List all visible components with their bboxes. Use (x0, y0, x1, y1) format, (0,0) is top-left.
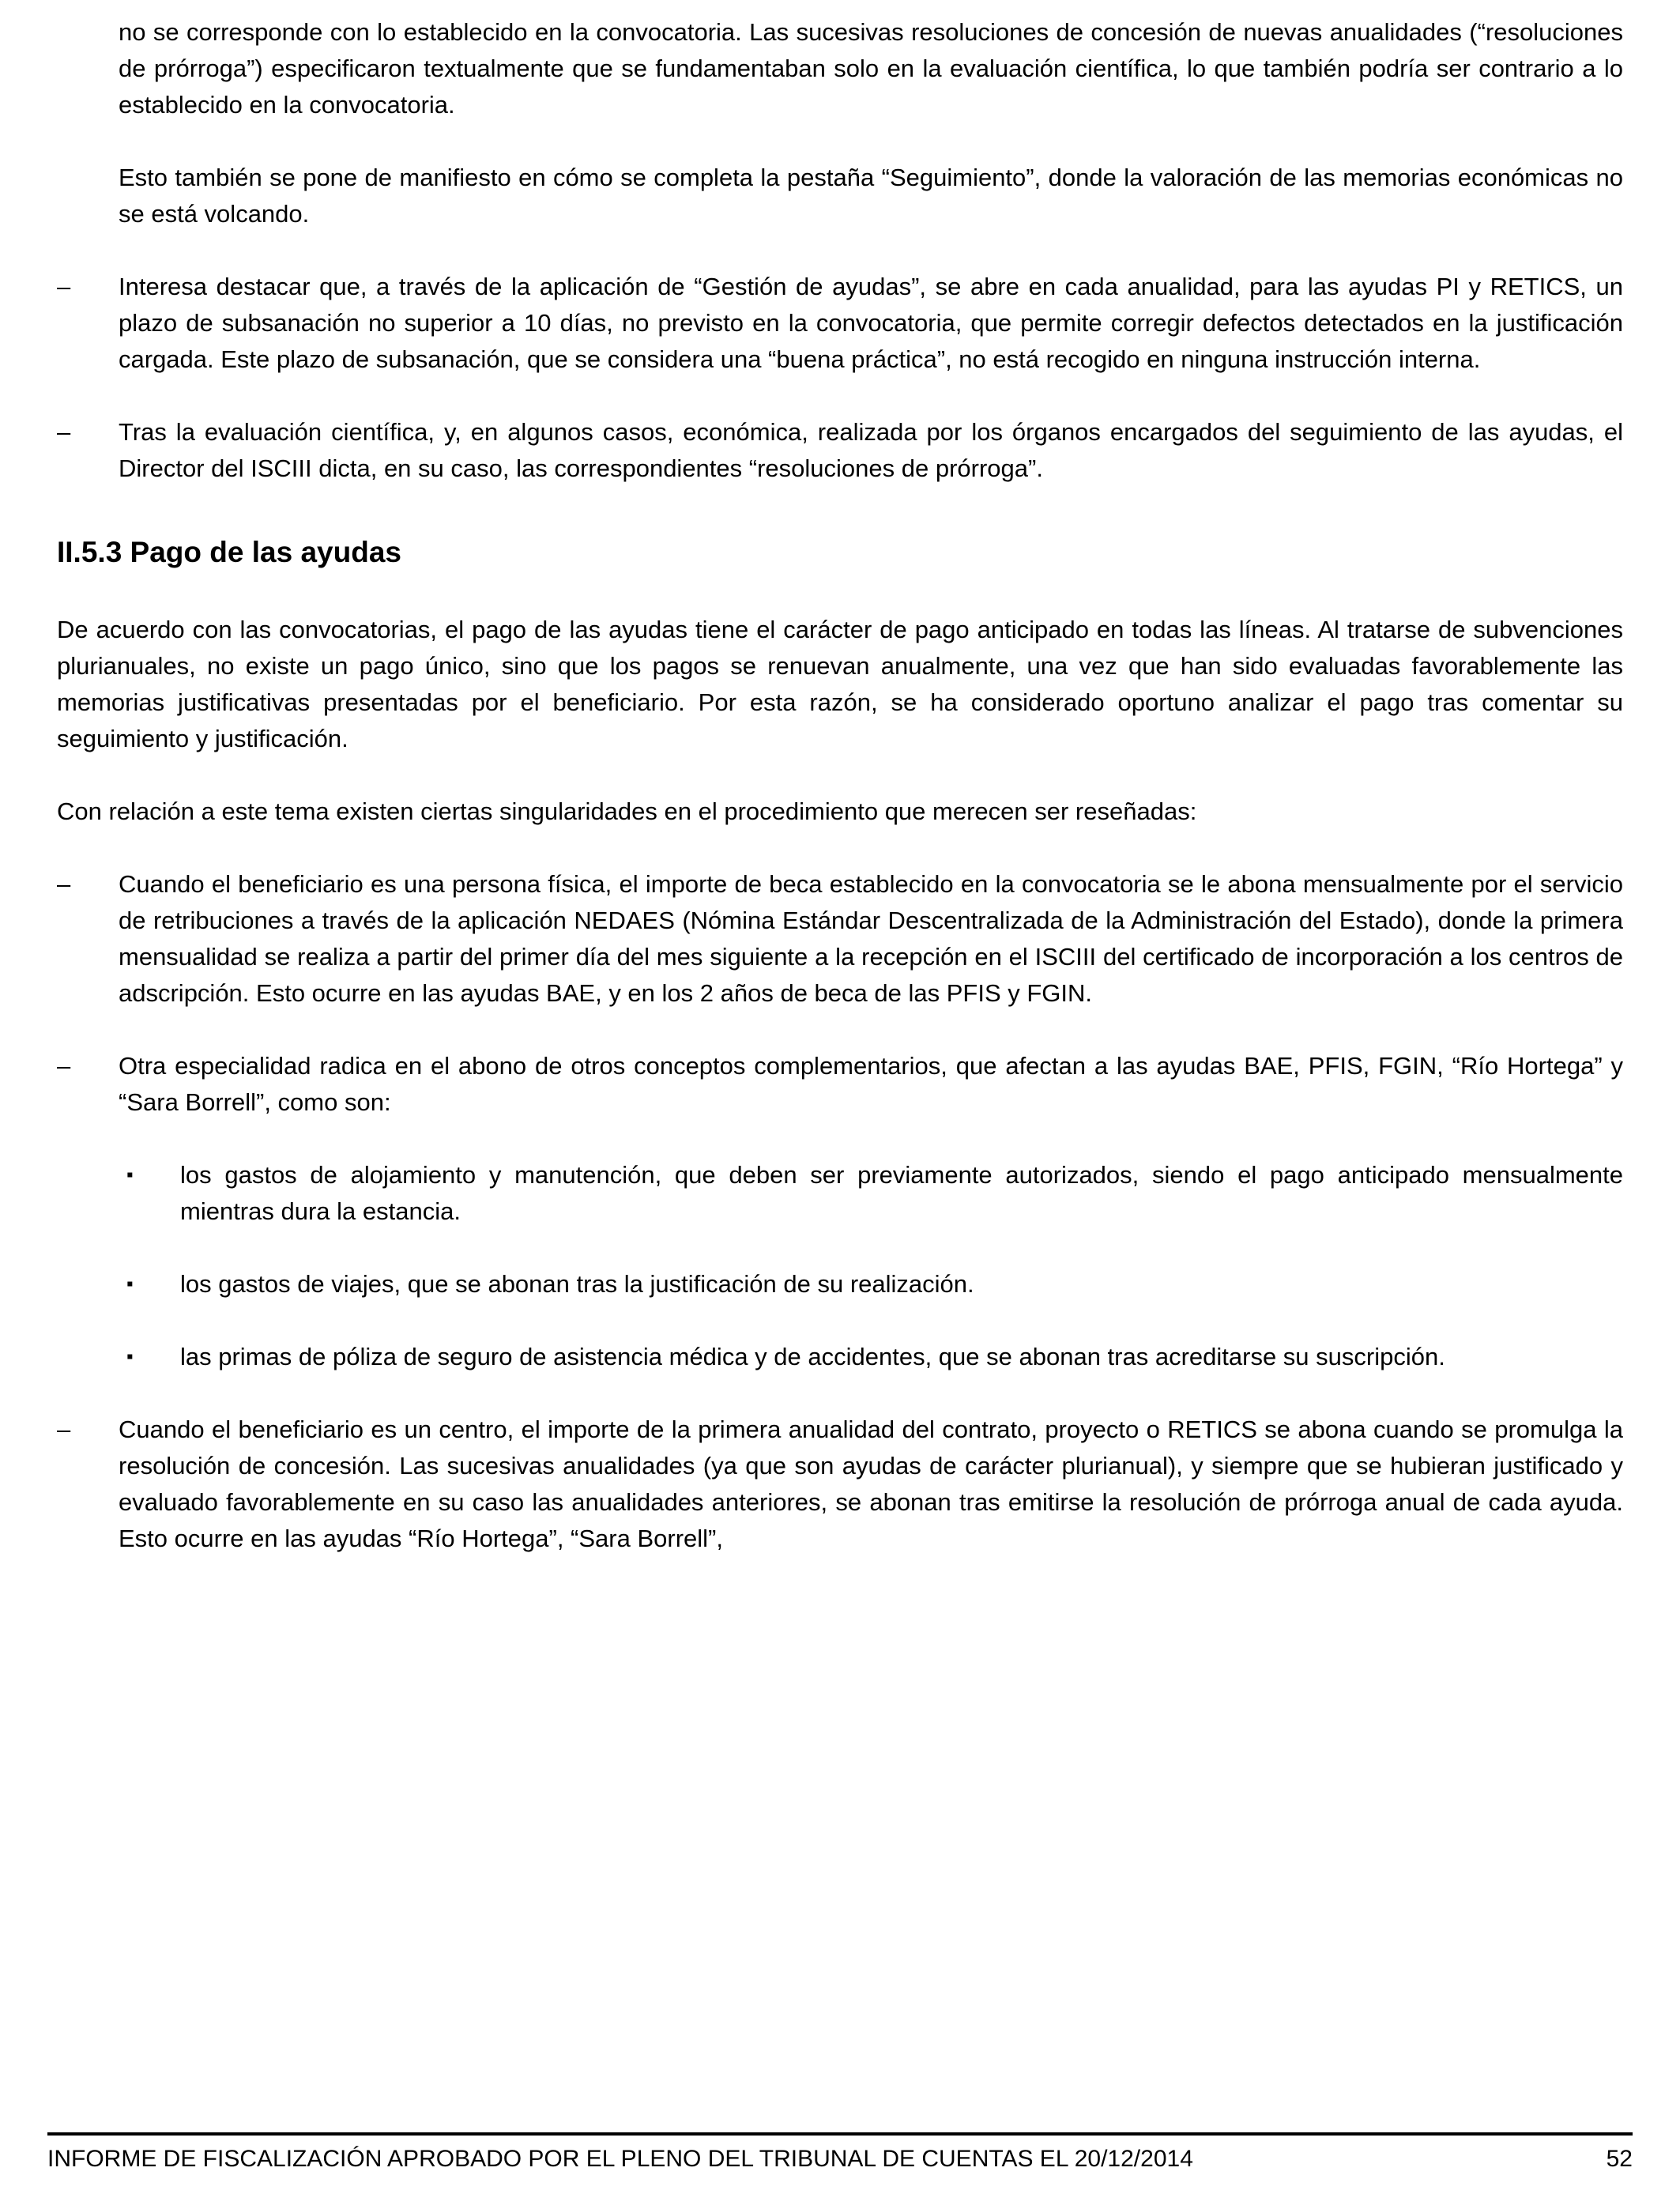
dash-bullet-marker: – (57, 273, 71, 300)
dash-bullet-marker: – (57, 870, 71, 898)
dash-bullet-marker: – (57, 418, 71, 446)
list-item (57, 1412, 1623, 1557)
square-bullet-marker: ▪ (126, 1273, 134, 1295)
sub-list-item-text: los gastos de alojamiento y manutención, que deben ser previamente autorizados, siendo el pago anticipado mensualmente mientras dura la estancia. (180, 1161, 1623, 1225)
list-item (57, 866, 1623, 1012)
paragraph-continuation: no se corresponde con lo establecido en la convocatoria. Las sucesivas resoluciones de concesión de nuevas anualidades (“resoluciones de prórroga”) especificaron textualmente que se fundamentaban solo en la evaluación científica, lo que también podría ser contrario a lo establecido en la convocatoria. (119, 18, 1623, 119)
sub-list-item-text: los gastos de viajes, que se abonan tras la justificación de su realización. (180, 1270, 974, 1298)
dash-bullet-marker: – (57, 1052, 71, 1080)
footer-text: INFORME DE FISCALIZACIÓN APROBADO POR EL PLENO DEL TRIBUNAL DE CUENTAS EL 20/12/2014 (47, 2146, 1193, 2172)
page-footer (47, 2132, 1633, 2173)
list-item (57, 269, 1623, 378)
dash-bullet-marker: – (57, 1416, 71, 1443)
paragraph: Con relación a este tema existen ciertas singularidades en el procedimiento que merecen ser reseñadas: (57, 797, 1197, 825)
square-bullet-marker: ▪ (126, 1164, 134, 1186)
page-number: 52 (1606, 2146, 1633, 2172)
paragraph: Esto también se pone de manifiesto en cómo se completa la pestaña “Seguimiento”, donde la valoración de las memorias económicas no se está volcando. (119, 164, 1623, 228)
document-content (57, 14, 1623, 1557)
paragraph: De acuerdo con las convocatorias, el pago de las ayudas tiene el carácter de pago anticipado en todas las líneas. Al tratarse de subvenciones plurianuales, no existe un pago único, sino que los pagos se renuevan anualmente, una vez que han sido evaluadas favorablemente las memorias justificativas presentadas por el beneficiario. Por esta razón, se ha considerado oportuno analizar el pago tras comentar su seguimiento y justificación. (57, 616, 1623, 752)
list-item (57, 1048, 1623, 1121)
sub-list-item (126, 1157, 1623, 1230)
list-item-text: Cuando el beneficiario es un centro, el importe de la primera anualidad del contrato, proyecto o RETICS se abona cuando se promulga la resolución de concesión. Las sucesivas anualidades (ya que son ayudas de carácter plurianual), y siempre que se hubieran justificado y evaluado favorablemente en su caso las anualidades anteriores, se abonan tras emitirse la resolución de prórroga anual de cada ayuda. Esto ocurre en las ayudas “Río Hortega”, “Sara Borrell”, (119, 1416, 1623, 1552)
list-item-text: Cuando el beneficiario es una persona física, el importe de beca establecido en la convocatoria se le abona mensualmente por el servicio de retribuciones a través de la aplicación NEDAES (Nómina Estándar Descentralizada de la Administración del Estado), donde la primera mensualidad se realiza a partir del primer día del mes siguiente a la recepción en el ISCIII del certificado de incorporación a los centros de adscripción. Esto ocurre en las ayudas BAE, y en los 2 años de beca de las PFIS y FGIN. (119, 870, 1623, 1007)
list-item-text: Interesa destacar que, a través de la aplicación de “Gestión de ayudas”, se abre en cada anualidad, para las ayudas PI y RETICS, un plazo de subsanación no superior a 10 días, no previsto en la convocatoria, que permite corregir defectos detectados en la justificación cargada. Este plazo de subsanación, que se considera una “buena práctica”, no está recogido en ninguna instrucción interna. (119, 273, 1623, 373)
sub-list-item-text: las primas de póliza de seguro de asistencia médica y de accidentes, que se abonan tras acreditarse su suscripción. (180, 1343, 1445, 1370)
list-item-text: Otra especialidad radica en el abono de otros conceptos complementarios, que afectan a las ayudas BAE, PFIS, FGIN, “Río Hortega” y “Sara Borrell”, como son: (119, 1052, 1623, 1116)
list-item-text: Tras la evaluación científica, y, en algunos casos, económica, realizada por los órganos encargados del seguimiento de las ayudas, el Director del ISCIII dicta, en su caso, las correspondientes “resoluciones de prórroga”. (119, 418, 1623, 482)
square-bullet-marker: ▪ (126, 1346, 134, 1367)
list-item (57, 414, 1623, 487)
sub-list-item (126, 1339, 1623, 1375)
section-heading: II.5.3 Pago de las ayudas (57, 536, 401, 568)
sub-list-item (126, 1266, 1623, 1302)
